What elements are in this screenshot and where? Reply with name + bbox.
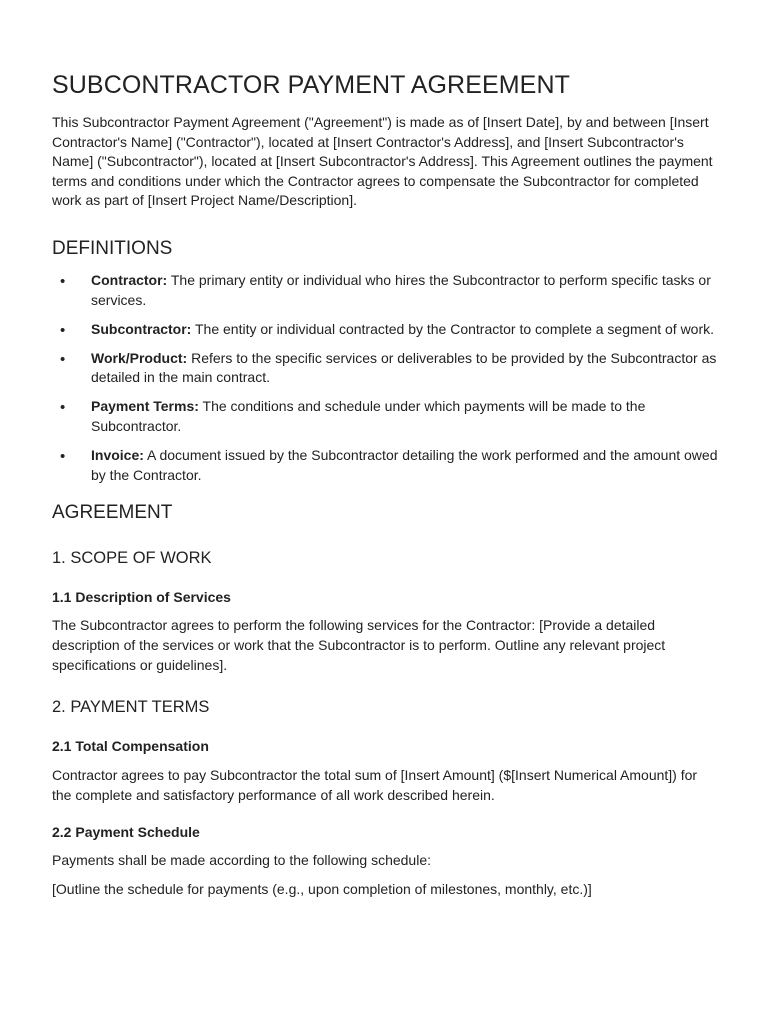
bullet-icon: • <box>60 350 66 368</box>
definition-item <box>52 271 718 310</box>
definition-term: Contractor: <box>91 271 168 288</box>
definitions-list <box>52 271 718 485</box>
definition-term: Invoice: <box>91 447 144 464</box>
definition-item <box>52 446 718 485</box>
definition-term: Work/Product: <box>91 349 188 366</box>
bullet-icon: • <box>60 272 66 290</box>
definition-term: Subcontractor: <box>91 320 192 337</box>
bullet-icon: • <box>60 321 66 339</box>
definition-term: Payment Terms: <box>91 398 199 415</box>
agreement-heading: AGREEMENT <box>52 502 173 524</box>
document-title: SUBCONTRACTOR PAYMENT AGREEMENT <box>52 71 570 99</box>
payment-terms-heading: 2. PAYMENT TERMS <box>52 698 210 717</box>
payment-schedule-outline: [Outline the schedule for payments (e.g., upon completion of milestones, monthly, etc.)] <box>52 880 592 897</box>
description-of-services-heading: 1.1 Description of Services <box>52 589 231 606</box>
definition-text: The conditions and schedule under which payments will be made to the Subcontractor. <box>91 398 646 435</box>
definitions-heading: DEFINITIONS <box>52 237 173 259</box>
payment-schedule-intro: Payments shall be made according to the following schedule: <box>52 852 431 869</box>
definition-text: The primary entity or individual who hires the Subcontractor to perform specific tasks or services. <box>91 271 711 308</box>
definition-item <box>52 320 718 340</box>
description-of-services-text: The Subcontractor agrees to perform the following services for the Contractor: [Provide a detailed description of the services or work that the Subcontractor is to perform. Outline any relevant project specifications or guidelines]. <box>52 617 666 673</box>
definition-text: The entity or individual contracted by the Contractor to complete a segment of work. <box>191 320 715 337</box>
scope-of-work-heading: 1. SCOPE OF WORK <box>52 549 212 568</box>
definition-text: Refers to the specific services or deliverables to be provided by the Subcontractor as detailed in the main contract. <box>91 349 717 386</box>
payment-schedule-heading: 2.2 Payment Schedule <box>52 824 200 841</box>
bullet-icon: • <box>60 399 66 417</box>
definition-item <box>52 349 718 388</box>
definition-item <box>52 397 718 436</box>
total-compensation-text: Contractor agrees to pay Subcontractor the total sum of [Insert Amount] ($[Insert Numerical Amount]) for the complete and satisfactory performance of all work described herein. <box>52 767 698 803</box>
total-compensation-heading: 2.1 Total Compensation <box>52 738 209 755</box>
bullet-icon: • <box>60 448 66 466</box>
intro-paragraph: This Subcontractor Payment Agreement ("Agreement") is made as of [Insert Date], by and between [Insert Contractor's Name] ("Contractor"), located at [Insert Contractor's Address], and [Insert Subcontractor's Name] ("Subcontractor"), located at [Insert Subcontractor's Address]. This Agreement outlines the payment terms and conditions under which the Contractor agrees to compensate the Subcontractor for completed work as part of [Insert Project Name/Description]. <box>52 114 713 209</box>
definition-text: A document issued by the Subcontractor detailing the work performed and the amount owed by the Contractor. <box>91 447 718 483</box>
